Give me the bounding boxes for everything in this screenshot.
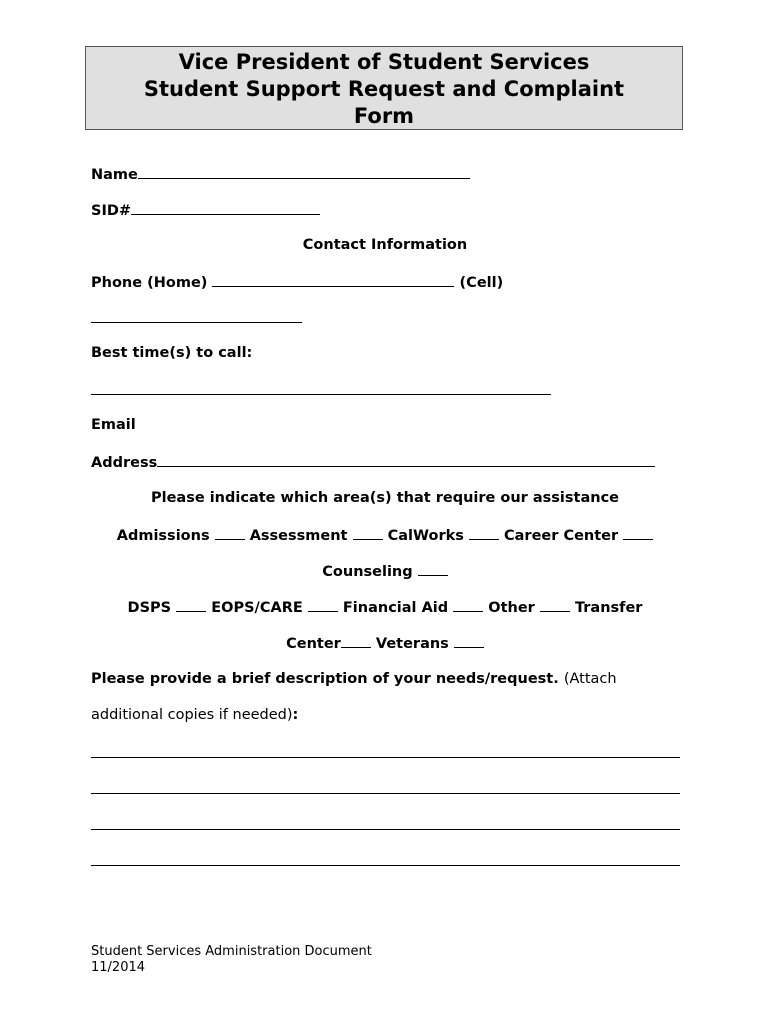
- form-title-box: [85, 46, 683, 130]
- title-line-3: Form: [353, 104, 415, 128]
- footer-document-name: Student Services Administration Document: [91, 944, 372, 959]
- area-dsps-label: DSPS: [127, 600, 172, 616]
- contact-heading: Contact Information: [302, 237, 468, 253]
- area-calworks-blank[interactable]: [469, 525, 499, 540]
- area-eops-care-label: EOPS/CARE: [211, 600, 303, 616]
- description-prompt-bold: Please provide a brief description of your needs/request.: [91, 671, 559, 687]
- areas-heading: Please indicate which area(s) that require our assistance: [150, 490, 619, 506]
- email-label: Email: [91, 417, 136, 433]
- description-prompt-line-2: [91, 706, 298, 724]
- phone-home-label: Phone (Home): [91, 275, 208, 291]
- area-admissions-label: Admissions: [116, 528, 210, 544]
- description-prompt-colon: :: [292, 707, 299, 723]
- areas-row-1: [0, 525, 770, 545]
- area-admissions-blank[interactable]: [215, 525, 245, 540]
- footer: [91, 944, 372, 976]
- area-career-center-blank[interactable]: [623, 525, 653, 540]
- area-assessment-label: Assessment: [249, 528, 348, 544]
- area-eops-care-blank[interactable]: [308, 597, 338, 612]
- areas-row-4: [0, 633, 770, 653]
- description-prompt: [91, 670, 617, 688]
- area-other-label: Other: [488, 600, 535, 616]
- description-line-1[interactable]: [91, 757, 680, 758]
- description-prompt-additional: additional copies if needed): [91, 707, 293, 723]
- phone-row: [91, 272, 503, 292]
- areas-row-2: [0, 561, 770, 581]
- area-transfer-label: Transfer: [574, 600, 643, 616]
- area-counseling-label: Counseling: [322, 564, 413, 580]
- area-calworks-label: CalWorks: [387, 528, 464, 544]
- description-line-2[interactable]: [91, 793, 680, 794]
- address-label: Address: [91, 455, 158, 471]
- description-line-4[interactable]: [91, 865, 680, 866]
- best-time-label: Best time(s) to call:: [91, 345, 253, 361]
- area-veterans-label: Veterans: [375, 636, 449, 652]
- description-line-3[interactable]: [91, 829, 680, 830]
- name-field[interactable]: [138, 164, 470, 179]
- address-field[interactable]: [157, 452, 655, 467]
- area-other-blank[interactable]: [540, 597, 570, 612]
- area-financial-aid-label: Financial Aid: [342, 600, 449, 616]
- best-time-field[interactable]: [91, 380, 551, 395]
- title-line-1: Vice President of Student Services: [178, 50, 590, 74]
- name-row: [91, 164, 470, 184]
- sid-label: SID#: [91, 203, 132, 219]
- description-prompt-attach: (Attach: [563, 671, 617, 687]
- footer-date: 11/2014: [91, 960, 146, 975]
- phone-cell-label: (Cell): [459, 275, 504, 291]
- area-financial-aid-blank[interactable]: [453, 597, 483, 612]
- area-assessment-blank[interactable]: [353, 525, 383, 540]
- best-time-row: [91, 380, 551, 400]
- phone-cell-row: [91, 308, 302, 328]
- phone-cell-field[interactable]: [91, 308, 302, 323]
- area-transfer-center-blank[interactable]: [341, 633, 371, 648]
- area-counseling-blank[interactable]: [418, 561, 448, 576]
- phone-home-field[interactable]: [212, 272, 454, 287]
- title-line-2: Student Support Request and Complaint: [143, 77, 625, 101]
- sid-row: [91, 200, 320, 220]
- area-dsps-blank[interactable]: [176, 597, 206, 612]
- name-label: Name: [91, 167, 138, 183]
- area-veterans-blank[interactable]: [454, 633, 484, 648]
- area-career-center-label: Career Center: [504, 528, 619, 544]
- areas-row-3: [0, 597, 770, 617]
- sid-field[interactable]: [131, 200, 320, 215]
- address-row: [91, 452, 655, 472]
- area-center-label: Center: [286, 636, 341, 652]
